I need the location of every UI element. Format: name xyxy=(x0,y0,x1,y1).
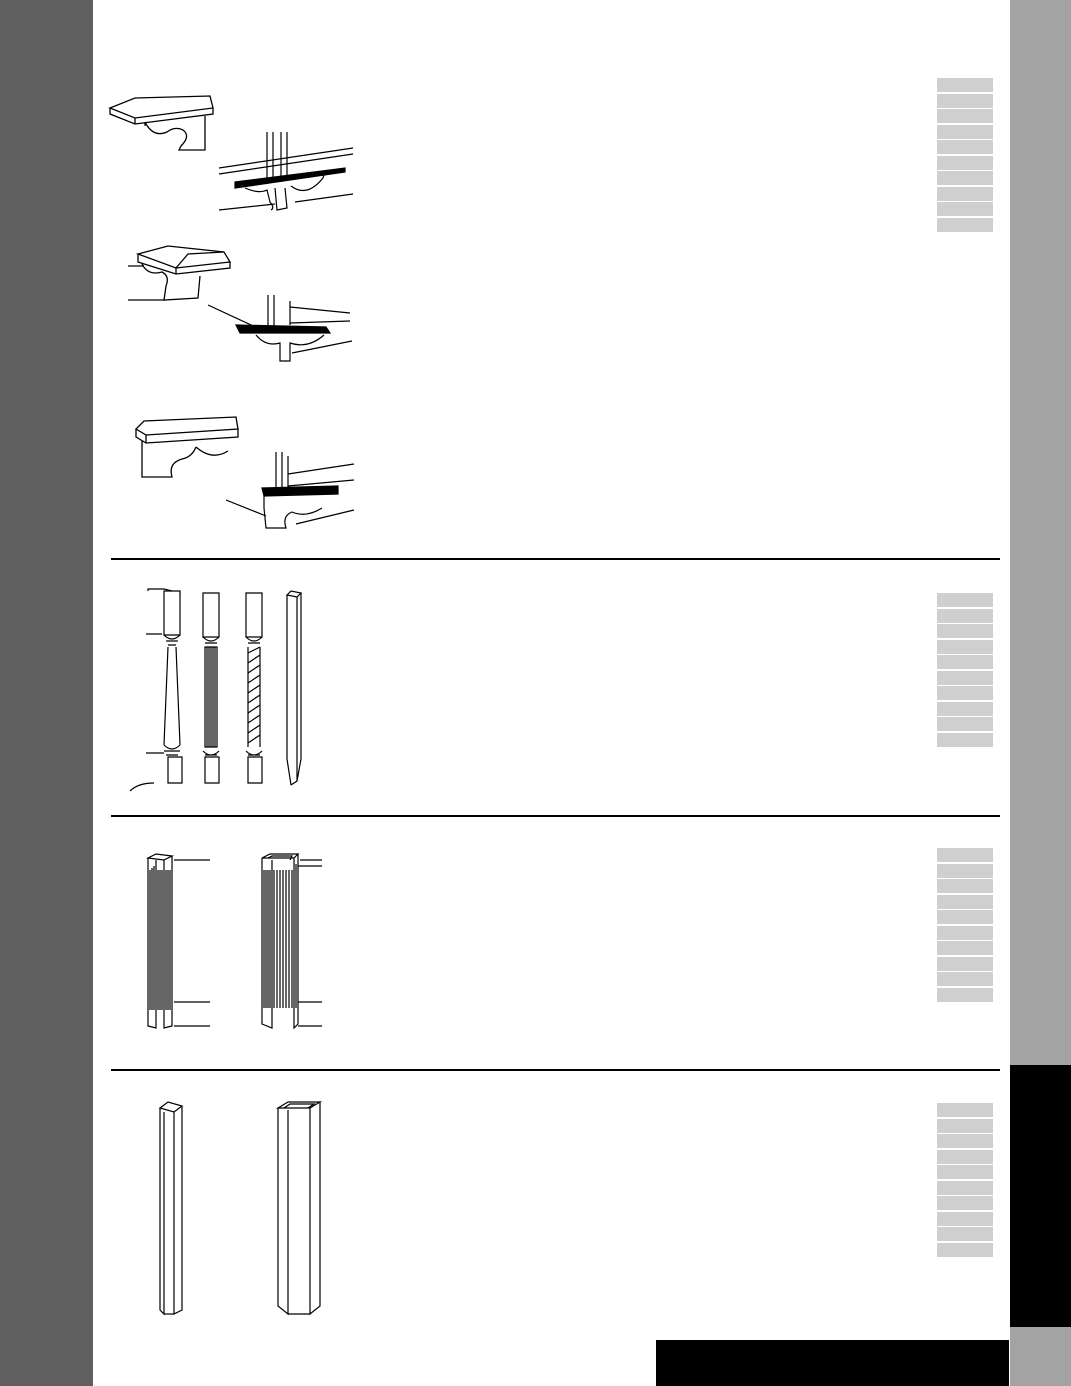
rope-twist-leg-illustration xyxy=(242,589,266,789)
spec-table-row xyxy=(937,125,993,139)
spec-table-row xyxy=(937,848,993,862)
spec-table-row xyxy=(937,671,993,685)
spec-table-row xyxy=(937,609,993,623)
spec-table-row xyxy=(937,109,993,123)
left-margin-bar xyxy=(0,0,93,1386)
spec-table-row xyxy=(937,156,993,170)
spec-table-row xyxy=(937,1150,993,1164)
spec-table-row xyxy=(937,1181,993,1195)
section-divider xyxy=(111,1069,1000,1071)
spec-table-row xyxy=(937,717,993,731)
spec-table-row xyxy=(937,864,993,878)
tapered-turned-leg-illustration xyxy=(128,585,188,795)
section-divider xyxy=(111,815,1000,817)
spec-table-row xyxy=(937,686,993,700)
spec-table-row xyxy=(937,988,993,1002)
fluted-full-column-illustration xyxy=(258,852,324,1032)
plain-full-column-illustration xyxy=(274,1100,326,1320)
spec-table-row xyxy=(937,94,993,108)
spec-table-row xyxy=(937,187,993,201)
spec-table-row xyxy=(937,895,993,909)
spec-table-row xyxy=(937,957,993,971)
spec-table-row xyxy=(937,78,993,92)
spec-table-row xyxy=(937,1196,993,1210)
spec-table-row xyxy=(937,218,993,232)
spec-table-row xyxy=(937,593,993,607)
spec-table-placeholder xyxy=(937,593,993,748)
spec-table-row xyxy=(937,910,993,924)
fluted-half-column-illustration xyxy=(146,852,216,1032)
spec-table-row xyxy=(937,640,993,654)
spec-table-row xyxy=(937,702,993,716)
spec-table-placeholder xyxy=(937,78,993,233)
spec-table-row xyxy=(937,926,993,940)
corbel-bracket-illustration xyxy=(105,90,215,155)
section-divider xyxy=(111,558,1000,560)
spec-table-row xyxy=(937,1119,993,1133)
cabinet-end-corbel-illustration xyxy=(226,452,358,534)
spec-table-row xyxy=(937,1103,993,1117)
spec-table-row xyxy=(937,1212,993,1226)
spec-table-row xyxy=(937,733,993,747)
section-thumb-tab[interactable] xyxy=(1010,1065,1071,1327)
spec-table-row xyxy=(937,624,993,638)
plain-half-column-illustration xyxy=(156,1100,186,1320)
spec-table-row xyxy=(937,1165,993,1179)
spec-table-row xyxy=(937,655,993,669)
spec-table-placeholder xyxy=(937,848,993,1003)
fluted-turned-leg-illustration xyxy=(199,589,223,789)
cabinet-corner-corbel-illustration xyxy=(208,295,356,365)
spec-table-row xyxy=(937,1134,993,1148)
spec-table-row xyxy=(937,1243,993,1257)
spec-table-row xyxy=(937,1227,993,1241)
footer-bar xyxy=(656,1340,1009,1386)
spec-table-row xyxy=(937,941,993,955)
square-post-illustration xyxy=(283,589,305,789)
spec-table-row xyxy=(937,972,993,986)
spec-table-row xyxy=(937,202,993,216)
spec-table-placeholder xyxy=(937,1103,993,1258)
cabinet-with-corbels-illustration xyxy=(215,132,355,214)
spec-table-row xyxy=(937,140,993,154)
spec-table-row xyxy=(937,879,993,893)
spec-table-row xyxy=(937,171,993,185)
